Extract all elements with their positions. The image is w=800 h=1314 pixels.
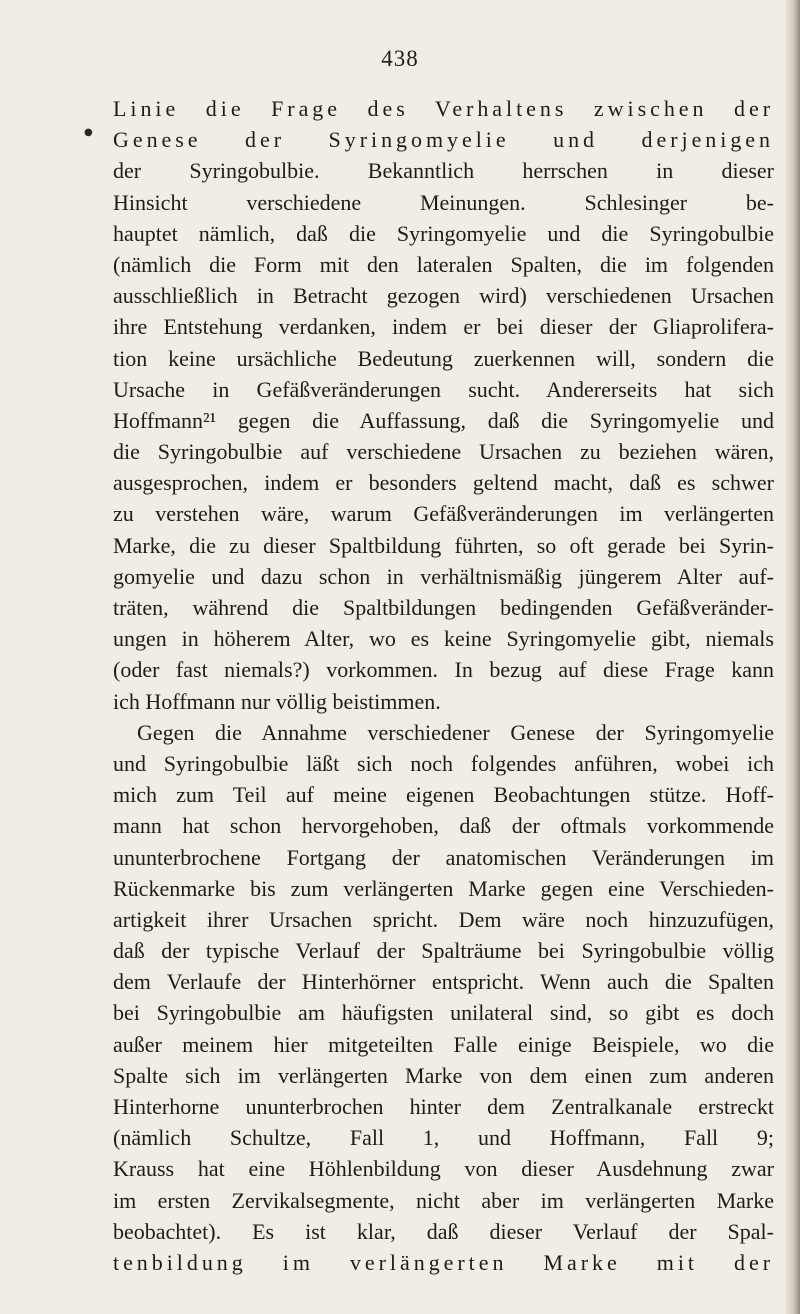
text-line: Marke, die zu dieser Spaltbildung führten, so oft gerade bei Syrin- bbox=[113, 532, 774, 558]
text-line: ich Hoffmann nur völlig beistimmen. bbox=[113, 688, 441, 714]
text-line: Spalte sich im verlängerten Marke von dem einen zum anderen bbox=[113, 1062, 774, 1088]
text-line: und Syringobulbie läßt sich noch folgendes anführen, wobei ich bbox=[113, 750, 774, 776]
text-line: zu verstehen wäre, warum Gefäßveränderungen im verlängerten bbox=[113, 501, 774, 527]
text-line: Ursache in Gefäßveränderungen sucht. Andererseits hat sich bbox=[113, 376, 774, 402]
text-line: dem Verlaufe der Hinterhörner entspricht. Wenn auch die Spalten bbox=[113, 969, 774, 995]
text-line: Hoffmann²¹ gegen die Auffassung, daß die Syringomyelie und bbox=[113, 407, 774, 433]
margin-mark: ● bbox=[84, 127, 93, 138]
text-line: außer meinem hier mitgeteilten Falle einige Beispiele, wo die bbox=[113, 1031, 774, 1057]
scan-edge-shadow bbox=[786, 0, 800, 1314]
text-line: beobachtet). Es ist klar, daß dieser Verlauf der Spal- bbox=[113, 1218, 774, 1244]
text-line: tenbildung im verlängerten Marke mit der bbox=[113, 1249, 774, 1275]
text-line: ungen in höherem Alter, wo es keine Syringomyelie gibt, niemals bbox=[113, 626, 774, 652]
text-line: Hinterhorne ununterbrochen hinter dem Zentralkanale erstreckt bbox=[113, 1094, 774, 1119]
text-line: Gegen die Annahme verschiedener Genese der Syringomyelie bbox=[137, 719, 774, 745]
text-line: träten, während die Spaltbildungen bedingenden Gefäßveränder- bbox=[113, 595, 774, 620]
text-line: hauptet nämlich, daß die Syringomyelie und die Syringobulbie bbox=[113, 220, 774, 246]
text-line: Hinsicht verschiedene Meinungen. Schlesinger be- bbox=[113, 189, 774, 215]
text-line: daß der typische Verlauf der Spalträume bei Syringobulbie völlig bbox=[113, 938, 774, 964]
text-line: (nämlich Schultze, Fall 1, und Hoffmann, Fall 9; bbox=[113, 1125, 774, 1151]
text-line: tion keine ursächliche Bedeutung zuerkennen will, sondern die bbox=[113, 345, 774, 371]
text-line: mann hat schon hervorgehoben, daß der oftmals vorkommende bbox=[113, 813, 774, 839]
text-line: ausgesprochen, indem er besonders geltend macht, daß es schwer bbox=[113, 470, 774, 496]
text-line: ausschließlich in Betracht gezogen wird) verschiedenen Ursachen bbox=[113, 283, 774, 309]
text-line: artigkeit ihrer Ursachen spricht. Dem wäre noch hinzuzufügen, bbox=[113, 906, 774, 932]
text-line: Genese der Syringomyelie und derjenigen bbox=[113, 127, 774, 153]
text-line: (oder fast niemals?) vorkommen. In bezug auf diese Frage kann bbox=[113, 657, 774, 683]
text-line: im ersten Zervikalsegmente, nicht aber im verlängerten Marke bbox=[113, 1187, 774, 1213]
text-line: Krauss hat eine Höhlenbildung von dieser Ausdehnung zwar bbox=[113, 1156, 774, 1182]
text-line: ihre Entstehung verdanken, indem er bei dieser der Gliaprolifera- bbox=[113, 314, 774, 340]
text-line: gomyelie und dazu schon in verhältnismäßig jüngerem Alter auf- bbox=[113, 563, 774, 589]
text-line: mich zum Teil auf meine eigenen Beobachtungen stütze. Hoff- bbox=[113, 782, 774, 808]
body-text bbox=[113, 93, 774, 1278]
text-line: Rückenmarke bis zum verlängerten Marke gegen eine Verschieden- bbox=[113, 875, 774, 901]
text-line: ununterbrochene Fortgang der anatomischen Veränderungen im bbox=[113, 844, 774, 870]
text-line: Linie die Frage des Verhaltens zwischen der bbox=[113, 96, 774, 121]
text-line: bei Syringobulbie am häufigsten unilateral sind, so gibt es doch bbox=[113, 1000, 774, 1026]
text-line: der Syringobulbie. Bekanntlich herrschen in dieser bbox=[113, 158, 774, 184]
text-line: (nämlich die Form mit den lateralen Spalten, die im folgenden bbox=[113, 251, 774, 277]
page-number: 438 bbox=[381, 46, 419, 71]
text-line: die Syringobulbie auf verschiedene Ursachen zu beziehen wären, bbox=[113, 439, 774, 465]
